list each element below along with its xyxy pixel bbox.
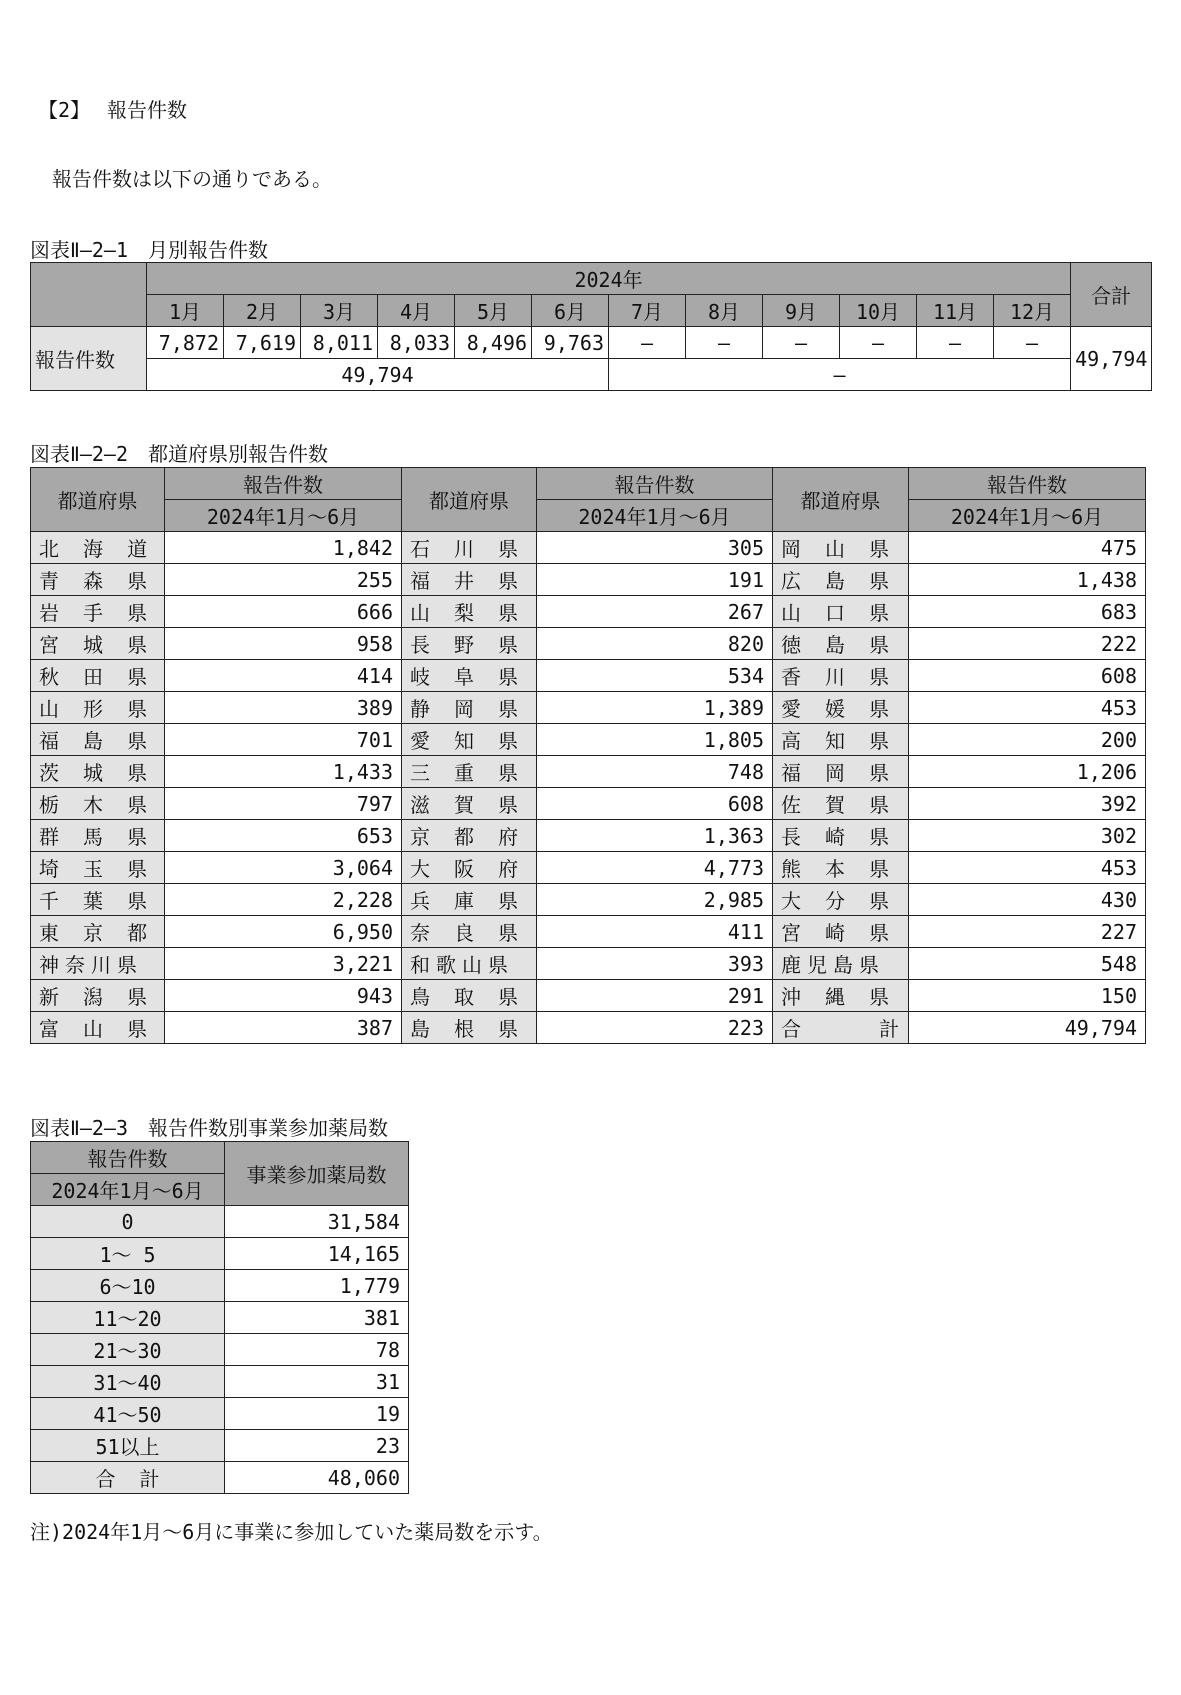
prefecture-count: 666 <box>165 596 402 628</box>
report-count-range: 1～ 5 <box>31 1238 225 1270</box>
table1-half1-total: 49,794 <box>147 359 609 391</box>
prefecture-count: 389 <box>165 692 402 724</box>
prefecture-name: 合 計 <box>773 1012 909 1044</box>
table-row <box>31 596 1146 628</box>
pharmacy-count-table <box>30 1141 409 1494</box>
prefecture-name: 東 京 都 <box>31 916 165 948</box>
prefecture-name: 愛 知 県 <box>402 724 537 756</box>
prefecture-name: 長 野 県 <box>402 628 537 660</box>
table-row <box>31 756 1146 788</box>
table-row <box>31 980 1146 1012</box>
month-value: 8,033 <box>378 327 455 359</box>
prefecture-count: 475 <box>909 532 1146 564</box>
table1-year-header: 2024年 <box>147 263 1071 295</box>
table3-pharmacy-header: 事業参加薬局数 <box>225 1142 409 1206</box>
pref-header: 都道府県 <box>773 468 909 532</box>
month-header: 8月 <box>686 295 763 327</box>
month-header: 9月 <box>763 295 840 327</box>
pharmacy-count: 31,584 <box>225 1206 409 1238</box>
table-row <box>31 564 1146 596</box>
prefecture-count: 150 <box>909 980 1146 1012</box>
prefecture-name: 石 川 県 <box>402 532 537 564</box>
prefecture-name: 兵 庫 県 <box>402 884 537 916</box>
table3-note: 注)2024年1月～6月に事業に参加していた薬局数を示す。 <box>30 1520 553 1544</box>
prefecture-count: 958 <box>165 628 402 660</box>
count-header: 報告件数 <box>165 468 402 500</box>
prefecture-name: 山 梨 県 <box>402 596 537 628</box>
report-count-range: 21～30 <box>31 1334 225 1366</box>
prefecture-count: 608 <box>909 660 1146 692</box>
prefecture-count: 1,433 <box>165 756 402 788</box>
prefecture-count: 267 <box>537 596 773 628</box>
prefecture-name: 岡 山 県 <box>773 532 909 564</box>
table-row <box>31 1398 409 1430</box>
table-row <box>31 1462 409 1494</box>
prefecture-name: 島 根 県 <box>402 1012 537 1044</box>
prefecture-count: 2,228 <box>165 884 402 916</box>
table1-half2-total: ― <box>609 359 1071 391</box>
report-count-range: 41～50 <box>31 1398 225 1430</box>
prefecture-count: 227 <box>909 916 1146 948</box>
prefecture-name: 秋 田 県 <box>31 660 165 692</box>
month-header: 1月 <box>147 295 224 327</box>
month-value: ― <box>840 327 917 359</box>
prefecture-count: 608 <box>537 788 773 820</box>
prefecture-count: 1,363 <box>537 820 773 852</box>
prefecture-name: 福 井 県 <box>402 564 537 596</box>
intro-text: 報告件数は以下の通りである。 <box>52 167 332 191</box>
prefecture-name: 富 山 県 <box>31 1012 165 1044</box>
prefecture-name: 岐 阜 県 <box>402 660 537 692</box>
month-value: ― <box>917 327 994 359</box>
pharmacy-count: 78 <box>225 1334 409 1366</box>
month-header: 7月 <box>609 295 686 327</box>
prefecture-count: 1,438 <box>909 564 1146 596</box>
prefecture-name: 大 分 県 <box>773 884 909 916</box>
table-row <box>31 1430 409 1462</box>
prefecture-name: 福 岡 県 <box>773 756 909 788</box>
table-row <box>31 948 1146 980</box>
prefecture-name: 高 知 県 <box>773 724 909 756</box>
prefecture-name: 宮 崎 県 <box>773 916 909 948</box>
month-value: ― <box>994 327 1071 359</box>
prefecture-name: 青 森 県 <box>31 564 165 596</box>
month-value: ― <box>763 327 840 359</box>
prefecture-count: 701 <box>165 724 402 756</box>
prefecture-count: 222 <box>909 628 1146 660</box>
prefecture-name: 三 重 県 <box>402 756 537 788</box>
prefecture-count: 411 <box>537 916 773 948</box>
month-value: ― <box>609 327 686 359</box>
prefecture-count: 653 <box>165 820 402 852</box>
month-value: 8,011 <box>301 327 378 359</box>
prefecture-count: 49,794 <box>909 1012 1146 1044</box>
table-row <box>31 820 1146 852</box>
section-title: 報告件数 <box>107 98 187 122</box>
prefecture-count: 255 <box>165 564 402 596</box>
table-row <box>31 1206 409 1238</box>
month-header: 11月 <box>917 295 994 327</box>
prefecture-name: 佐 賀 県 <box>773 788 909 820</box>
prefecture-count: 3,221 <box>165 948 402 980</box>
table-row <box>31 532 1146 564</box>
prefecture-count: 387 <box>165 1012 402 1044</box>
report-count-range: 0 <box>31 1206 225 1238</box>
prefecture-count: 4,773 <box>537 852 773 884</box>
month-header: 5月 <box>455 295 532 327</box>
report-count-range: 合 計 <box>31 1462 225 1494</box>
table1-total-header: 合計 <box>1071 263 1152 327</box>
prefecture-name: 新 潟 県 <box>31 980 165 1012</box>
monthly-report-table <box>30 262 1152 391</box>
pref-header: 都道府県 <box>402 468 537 532</box>
period-header: 2024年1月～6月 <box>909 500 1146 532</box>
prefecture-count: 6,950 <box>165 916 402 948</box>
prefecture-count: 430 <box>909 884 1146 916</box>
prefecture-count: 1,206 <box>909 756 1146 788</box>
month-value: ― <box>686 327 763 359</box>
prefecture-count: 1,842 <box>165 532 402 564</box>
pref-header: 都道府県 <box>31 468 165 532</box>
table-row <box>31 1238 409 1270</box>
prefecture-name: 鹿児島県 <box>773 948 909 980</box>
prefecture-count: 305 <box>537 532 773 564</box>
table3-period-header: 2024年1月～6月 <box>31 1174 225 1206</box>
prefecture-name: 宮 城 県 <box>31 628 165 660</box>
report-count-range: 11～20 <box>31 1302 225 1334</box>
prefecture-name: 奈 良 県 <box>402 916 537 948</box>
month-header: 2月 <box>224 295 301 327</box>
table-row <box>31 1334 409 1366</box>
prefecture-name: 和歌山県 <box>402 948 537 980</box>
table2-caption: 図表Ⅱ―2―2 都道府県別報告件数 <box>30 442 329 466</box>
prefecture-count: 393 <box>537 948 773 980</box>
month-value: 7,872 <box>147 327 224 359</box>
prefecture-count: 943 <box>165 980 402 1012</box>
pharmacy-count: 1,779 <box>225 1270 409 1302</box>
table-row <box>31 660 1146 692</box>
prefecture-name: 山 口 県 <box>773 596 909 628</box>
prefecture-name: 神奈川県 <box>31 948 165 980</box>
pharmacy-count: 19 <box>225 1398 409 1430</box>
prefecture-count: 223 <box>537 1012 773 1044</box>
prefecture-count: 1,805 <box>537 724 773 756</box>
report-count-range: 51以上 <box>31 1430 225 1462</box>
prefecture-name: 広 島 県 <box>773 564 909 596</box>
table1-caption: 図表Ⅱ―2―1 月別報告件数 <box>30 238 269 262</box>
month-header: 10月 <box>840 295 917 327</box>
prefecture-name: 沖 縄 県 <box>773 980 909 1012</box>
prefecture-count: 453 <box>909 692 1146 724</box>
prefecture-name: 滋 賀 県 <box>402 788 537 820</box>
period-header: 2024年1月～6月 <box>165 500 402 532</box>
prefecture-name: 栃 木 県 <box>31 788 165 820</box>
prefecture-count: 191 <box>537 564 773 596</box>
table-row <box>31 692 1146 724</box>
prefecture-name: 福 島 県 <box>31 724 165 756</box>
prefecture-name: 茨 城 県 <box>31 756 165 788</box>
prefecture-count: 302 <box>909 820 1146 852</box>
prefecture-name: 山 形 県 <box>31 692 165 724</box>
month-value: 8,496 <box>455 327 532 359</box>
prefecture-count: 820 <box>537 628 773 660</box>
prefecture-count: 392 <box>909 788 1146 820</box>
prefecture-count: 683 <box>909 596 1146 628</box>
prefecture-count: 414 <box>165 660 402 692</box>
table1-row-label: 報告件数 <box>31 327 147 391</box>
month-header: 6月 <box>532 295 609 327</box>
prefecture-name: 熊 本 県 <box>773 852 909 884</box>
prefecture-count: 2,985 <box>537 884 773 916</box>
prefecture-name: 静 岡 県 <box>402 692 537 724</box>
table-row <box>31 788 1146 820</box>
section-number: 【2】 <box>38 98 91 122</box>
table3-count-header: 報告件数 <box>31 1142 225 1174</box>
prefecture-name: 京 都 府 <box>402 820 537 852</box>
table1-corner <box>31 263 147 327</box>
prefecture-name: 埼 玉 県 <box>31 852 165 884</box>
table-row <box>31 724 1146 756</box>
prefecture-name: 長 崎 県 <box>773 820 909 852</box>
table-row <box>31 884 1146 916</box>
month-header: 12月 <box>994 295 1071 327</box>
prefecture-count: 748 <box>537 756 773 788</box>
prefecture-report-table <box>30 467 1146 1044</box>
period-header: 2024年1月～6月 <box>537 500 773 532</box>
prefecture-count: 1,389 <box>537 692 773 724</box>
pharmacy-count: 31 <box>225 1366 409 1398</box>
prefecture-name: 岩 手 県 <box>31 596 165 628</box>
month-header: 4月 <box>378 295 455 327</box>
count-header: 報告件数 <box>537 468 773 500</box>
prefecture-name: 香 川 県 <box>773 660 909 692</box>
prefecture-name: 千 葉 県 <box>31 884 165 916</box>
month-value: 9,763 <box>532 327 609 359</box>
pharmacy-count: 381 <box>225 1302 409 1334</box>
pharmacy-count: 48,060 <box>225 1462 409 1494</box>
table-row <box>31 1270 409 1302</box>
month-value: 7,619 <box>224 327 301 359</box>
prefecture-count: 534 <box>537 660 773 692</box>
report-count-range: 31～40 <box>31 1366 225 1398</box>
prefecture-name: 北 海 道 <box>31 532 165 564</box>
prefecture-name: 徳 島 県 <box>773 628 909 660</box>
table-row <box>31 1366 409 1398</box>
pharmacy-count: 14,165 <box>225 1238 409 1270</box>
table-row <box>31 852 1146 884</box>
prefecture-count: 3,064 <box>165 852 402 884</box>
prefecture-count: 200 <box>909 724 1146 756</box>
prefecture-count: 291 <box>537 980 773 1012</box>
table3-caption: 図表Ⅱ―2―3 報告件数別事業参加薬局数 <box>30 1116 389 1140</box>
prefecture-count: 797 <box>165 788 402 820</box>
prefecture-count: 548 <box>909 948 1146 980</box>
table-row <box>31 628 1146 660</box>
table-row <box>31 1012 1146 1044</box>
prefecture-name: 愛 媛 県 <box>773 692 909 724</box>
prefecture-name: 鳥 取 県 <box>402 980 537 1012</box>
prefecture-name: 群 馬 県 <box>31 820 165 852</box>
report-count-range: 6～10 <box>31 1270 225 1302</box>
table-row <box>31 1302 409 1334</box>
prefecture-name: 大 阪 府 <box>402 852 537 884</box>
table-row <box>31 916 1146 948</box>
table1-grand-total: 49,794 <box>1071 327 1152 391</box>
month-header: 3月 <box>301 295 378 327</box>
pharmacy-count: 23 <box>225 1430 409 1462</box>
count-header: 報告件数 <box>909 468 1146 500</box>
prefecture-count: 453 <box>909 852 1146 884</box>
